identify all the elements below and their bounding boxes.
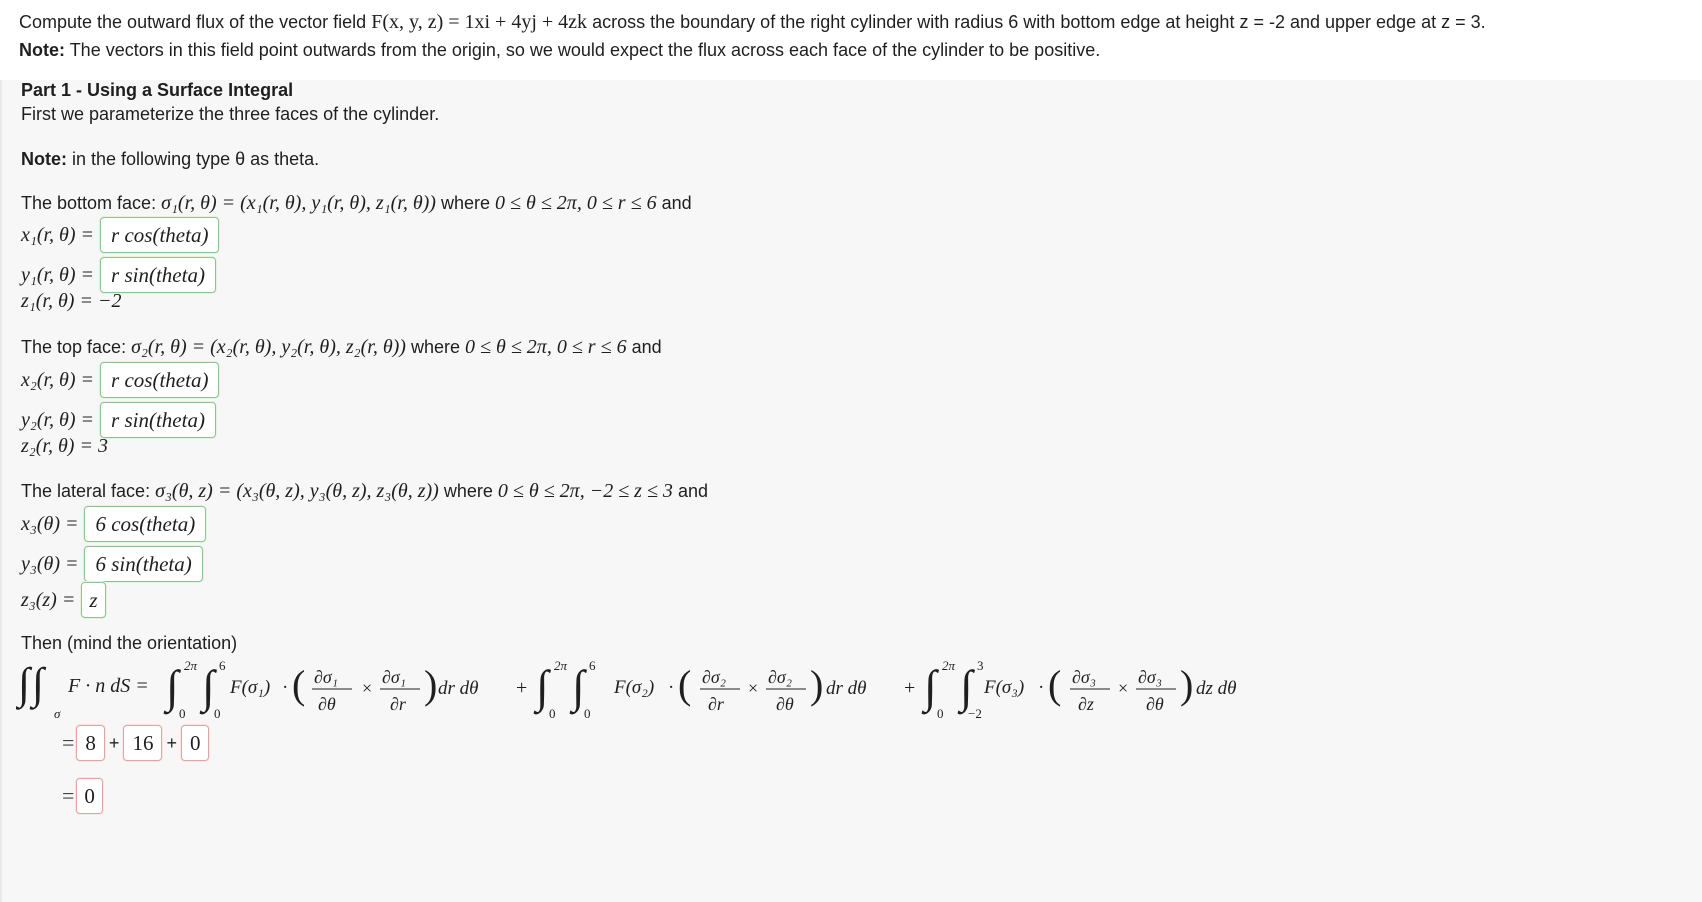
lower-limit: 0 <box>179 706 186 721</box>
answer-text: r cos(theta) <box>111 222 209 247</box>
upper-limit: 2π <box>942 658 956 673</box>
bottom-face-range: 0 ≤ θ ≤ 2π, 0 ≤ r ≤ 6 <box>495 192 657 214</box>
partial-denominator: ∂r <box>390 694 406 714</box>
lateral-x-answer-field[interactable] <box>84 506 206 542</box>
problem-intro: Compute the outward flux of the vector field <box>19 12 367 32</box>
top-z-expression: z₂(r, θ) = 3 <box>21 435 108 457</box>
bottom-face-param: σ₁(r, θ) = (x₁(r, θ), y₁(r, θ), z₁(r, θ)) <box>161 192 436 214</box>
partial-numerator: ∂σ₃ <box>1138 667 1163 687</box>
top-y-answer-field[interactable] <box>100 402 216 438</box>
answer-text: z <box>89 587 98 612</box>
partial-numerator: ∂σ₂ <box>768 667 793 687</box>
where-text: where <box>443 481 493 501</box>
answer-text: r cos(theta) <box>111 367 209 392</box>
and-text: and <box>677 481 708 501</box>
answer-text: 0 <box>189 730 201 755</box>
top-x-row <box>21 361 219 399</box>
right-paren: ) <box>1180 662 1194 707</box>
answer-text: 0 <box>84 783 95 808</box>
top-face-label: The top face: <box>21 337 127 357</box>
partial-numerator: ∂σ₃ <box>1072 667 1097 687</box>
problem-statement <box>19 8 1689 64</box>
dot-operator: · <box>668 677 675 698</box>
surface-subscript: σ <box>54 706 61 721</box>
answer-text: 6 cos(theta) <box>95 511 196 536</box>
plus-operator: + <box>904 677 916 699</box>
answer-text: 8 <box>85 730 96 755</box>
top-face-description <box>21 336 662 359</box>
integral-lhs: F · n dS = <box>68 675 149 697</box>
plus-sign: + <box>166 732 177 753</box>
equals-sign: = <box>62 783 75 808</box>
top-x-lhs: x₂(r, θ) = <box>21 368 95 391</box>
upper-limit: 2π <box>184 658 198 673</box>
bottom-z-expression: z₁(r, θ) = −2 <box>21 290 122 312</box>
lateral-z-row <box>21 581 106 619</box>
left-paren: ( <box>292 662 306 707</box>
integral-sign: ∫ <box>18 659 31 708</box>
integral-sign: ∫ <box>572 661 585 712</box>
bottom-x-lhs: x₁(r, θ) = <box>21 223 95 246</box>
top-y-lhs: y₂(r, θ) = <box>21 408 95 431</box>
integral-sign: ∫ <box>960 661 973 712</box>
integral-sign: ∫ <box>166 661 179 712</box>
part1-subtext: First we parameterize the three faces of the cylinder. <box>21 104 440 124</box>
problem-line <box>19 8 1689 36</box>
field-term: F(σ₁) <box>230 677 271 698</box>
field-term: F(σ₃) <box>984 677 1025 698</box>
differentials: dr dθ <box>826 678 867 699</box>
flux-integral-expression <box>16 648 1276 724</box>
lateral-y-answer-field[interactable] <box>84 546 202 582</box>
upper-limit: 6 <box>589 658 596 673</box>
note-label: Note: <box>19 40 65 60</box>
top-flux-answer-field[interactable] <box>123 725 162 761</box>
total-row <box>62 777 103 815</box>
integral-sign: ∫ <box>202 661 215 712</box>
sum-row <box>62 724 209 762</box>
part1-note <box>21 149 319 170</box>
lateral-face-range: 0 ≤ θ ≤ 2π, −2 ≤ z ≤ 3 <box>497 480 673 502</box>
lower-limit: 0 <box>584 706 591 721</box>
lower-limit: 0 <box>214 706 221 721</box>
bottom-flux-answer-field[interactable] <box>76 725 105 761</box>
partial-denominator: ∂θ <box>318 694 336 714</box>
upper-limit: 2π <box>554 658 568 673</box>
where-text: where <box>410 337 461 357</box>
and-text: and <box>661 193 692 213</box>
lateral-x-lhs: x₃(θ) = <box>21 512 79 535</box>
bottom-face-label: The bottom face: <box>21 193 157 213</box>
and-text: and <box>631 337 662 357</box>
answer-text: 16 <box>132 730 154 755</box>
bottom-y-row <box>21 256 216 294</box>
partial-denominator: ∂θ <box>1146 694 1164 714</box>
answer-text: 6 sin(theta) <box>95 551 192 576</box>
partial-denominator: ∂z <box>1078 694 1094 714</box>
plus-sign: + <box>108 732 120 753</box>
cross-operator: × <box>362 678 373 698</box>
lower-limit: −2 <box>968 706 982 721</box>
equals-sign: = <box>62 730 75 755</box>
note-text: in the following type θ as theta. <box>72 149 320 169</box>
lateral-face-param: σ₃(θ, z) = (x₃(θ, z), y₃(θ, z), z₃(θ, z)) <box>155 480 439 502</box>
plus-operator: + <box>516 677 528 699</box>
bottom-x-row <box>21 216 219 254</box>
integral-sign: ∫ <box>32 659 45 708</box>
top-face-param: σ₂(r, θ) = (x₂(r, θ), y₂(r, θ), z₂(r, θ)) <box>131 336 406 358</box>
upper-limit: 3 <box>977 658 984 673</box>
top-face-range: 0 ≤ θ ≤ 2π, 0 ≤ r ≤ 6 <box>465 336 627 358</box>
lateral-face-label: The lateral face: <box>21 481 151 501</box>
partial-numerator: ∂σ₁ <box>382 667 407 687</box>
lateral-x-row <box>21 505 206 543</box>
left-paren: ( <box>678 662 692 707</box>
answer-text: r sin(theta) <box>111 262 205 287</box>
problem-note <box>19 36 1689 64</box>
part1-heading: Part 1 - Using a Surface Integral <box>21 80 294 100</box>
bottom-face-description <box>21 192 692 215</box>
total-flux-answer-field[interactable] <box>76 778 103 814</box>
problem-rest: across the boundary of the right cylinder with radius 6 with bottom edge at height z = -2 and upper edge at z = 3. <box>592 12 1486 32</box>
lateral-face-description <box>21 480 708 503</box>
partial-denominator: ∂r <box>708 694 724 714</box>
differentials: dr dθ <box>438 678 479 699</box>
then-text: Then (mind the orientation) <box>21 633 238 653</box>
left-paren: ( <box>1048 662 1062 707</box>
note-label: Note: <box>21 149 67 169</box>
right-paren: ) <box>424 662 438 707</box>
lower-limit: 0 <box>937 706 944 721</box>
lower-limit: 0 <box>549 706 556 721</box>
lateral-y-lhs: y₃(θ) = <box>21 552 79 575</box>
lateral-z-answer-field[interactable] <box>81 582 105 618</box>
upper-limit: 6 <box>219 658 226 673</box>
partial-numerator: ∂σ₁ <box>314 667 339 687</box>
note-text: The vectors in this field point outwards from the origin, so we would expect the flux across each face of the cylinder to be positive. <box>69 40 1101 60</box>
bottom-x-answer-field[interactable] <box>100 217 219 253</box>
differentials: dz dθ <box>1196 678 1237 699</box>
cross-operator: × <box>748 678 759 698</box>
integral-sign: ∫ <box>536 661 549 712</box>
dot-operator: · <box>282 677 289 698</box>
part1-panel <box>0 80 1702 902</box>
vector-field-math: F(x, y, z) = 1xi + 4yj + 4zk <box>371 11 588 33</box>
cross-operator: × <box>1118 678 1129 698</box>
bottom-y-answer-field[interactable] <box>100 257 216 293</box>
dot-operator: · <box>1038 677 1045 698</box>
partial-numerator: ∂σ₂ <box>702 667 727 687</box>
lateral-z-lhs: z₃(z) = <box>21 588 76 611</box>
bottom-y-lhs: y₁(r, θ) = <box>21 263 95 286</box>
where-text: where <box>440 193 491 213</box>
right-paren: ) <box>810 662 824 707</box>
answer-text: r sin(theta) <box>111 407 205 432</box>
partial-denominator: ∂θ <box>776 694 794 714</box>
lateral-y-row <box>21 545 203 583</box>
top-y-row <box>21 401 216 439</box>
top-x-answer-field[interactable] <box>100 362 219 398</box>
integral-sign: ∫ <box>924 661 937 712</box>
lateral-flux-answer-field[interactable] <box>181 725 210 761</box>
field-term: F(σ₂) <box>614 677 655 698</box>
